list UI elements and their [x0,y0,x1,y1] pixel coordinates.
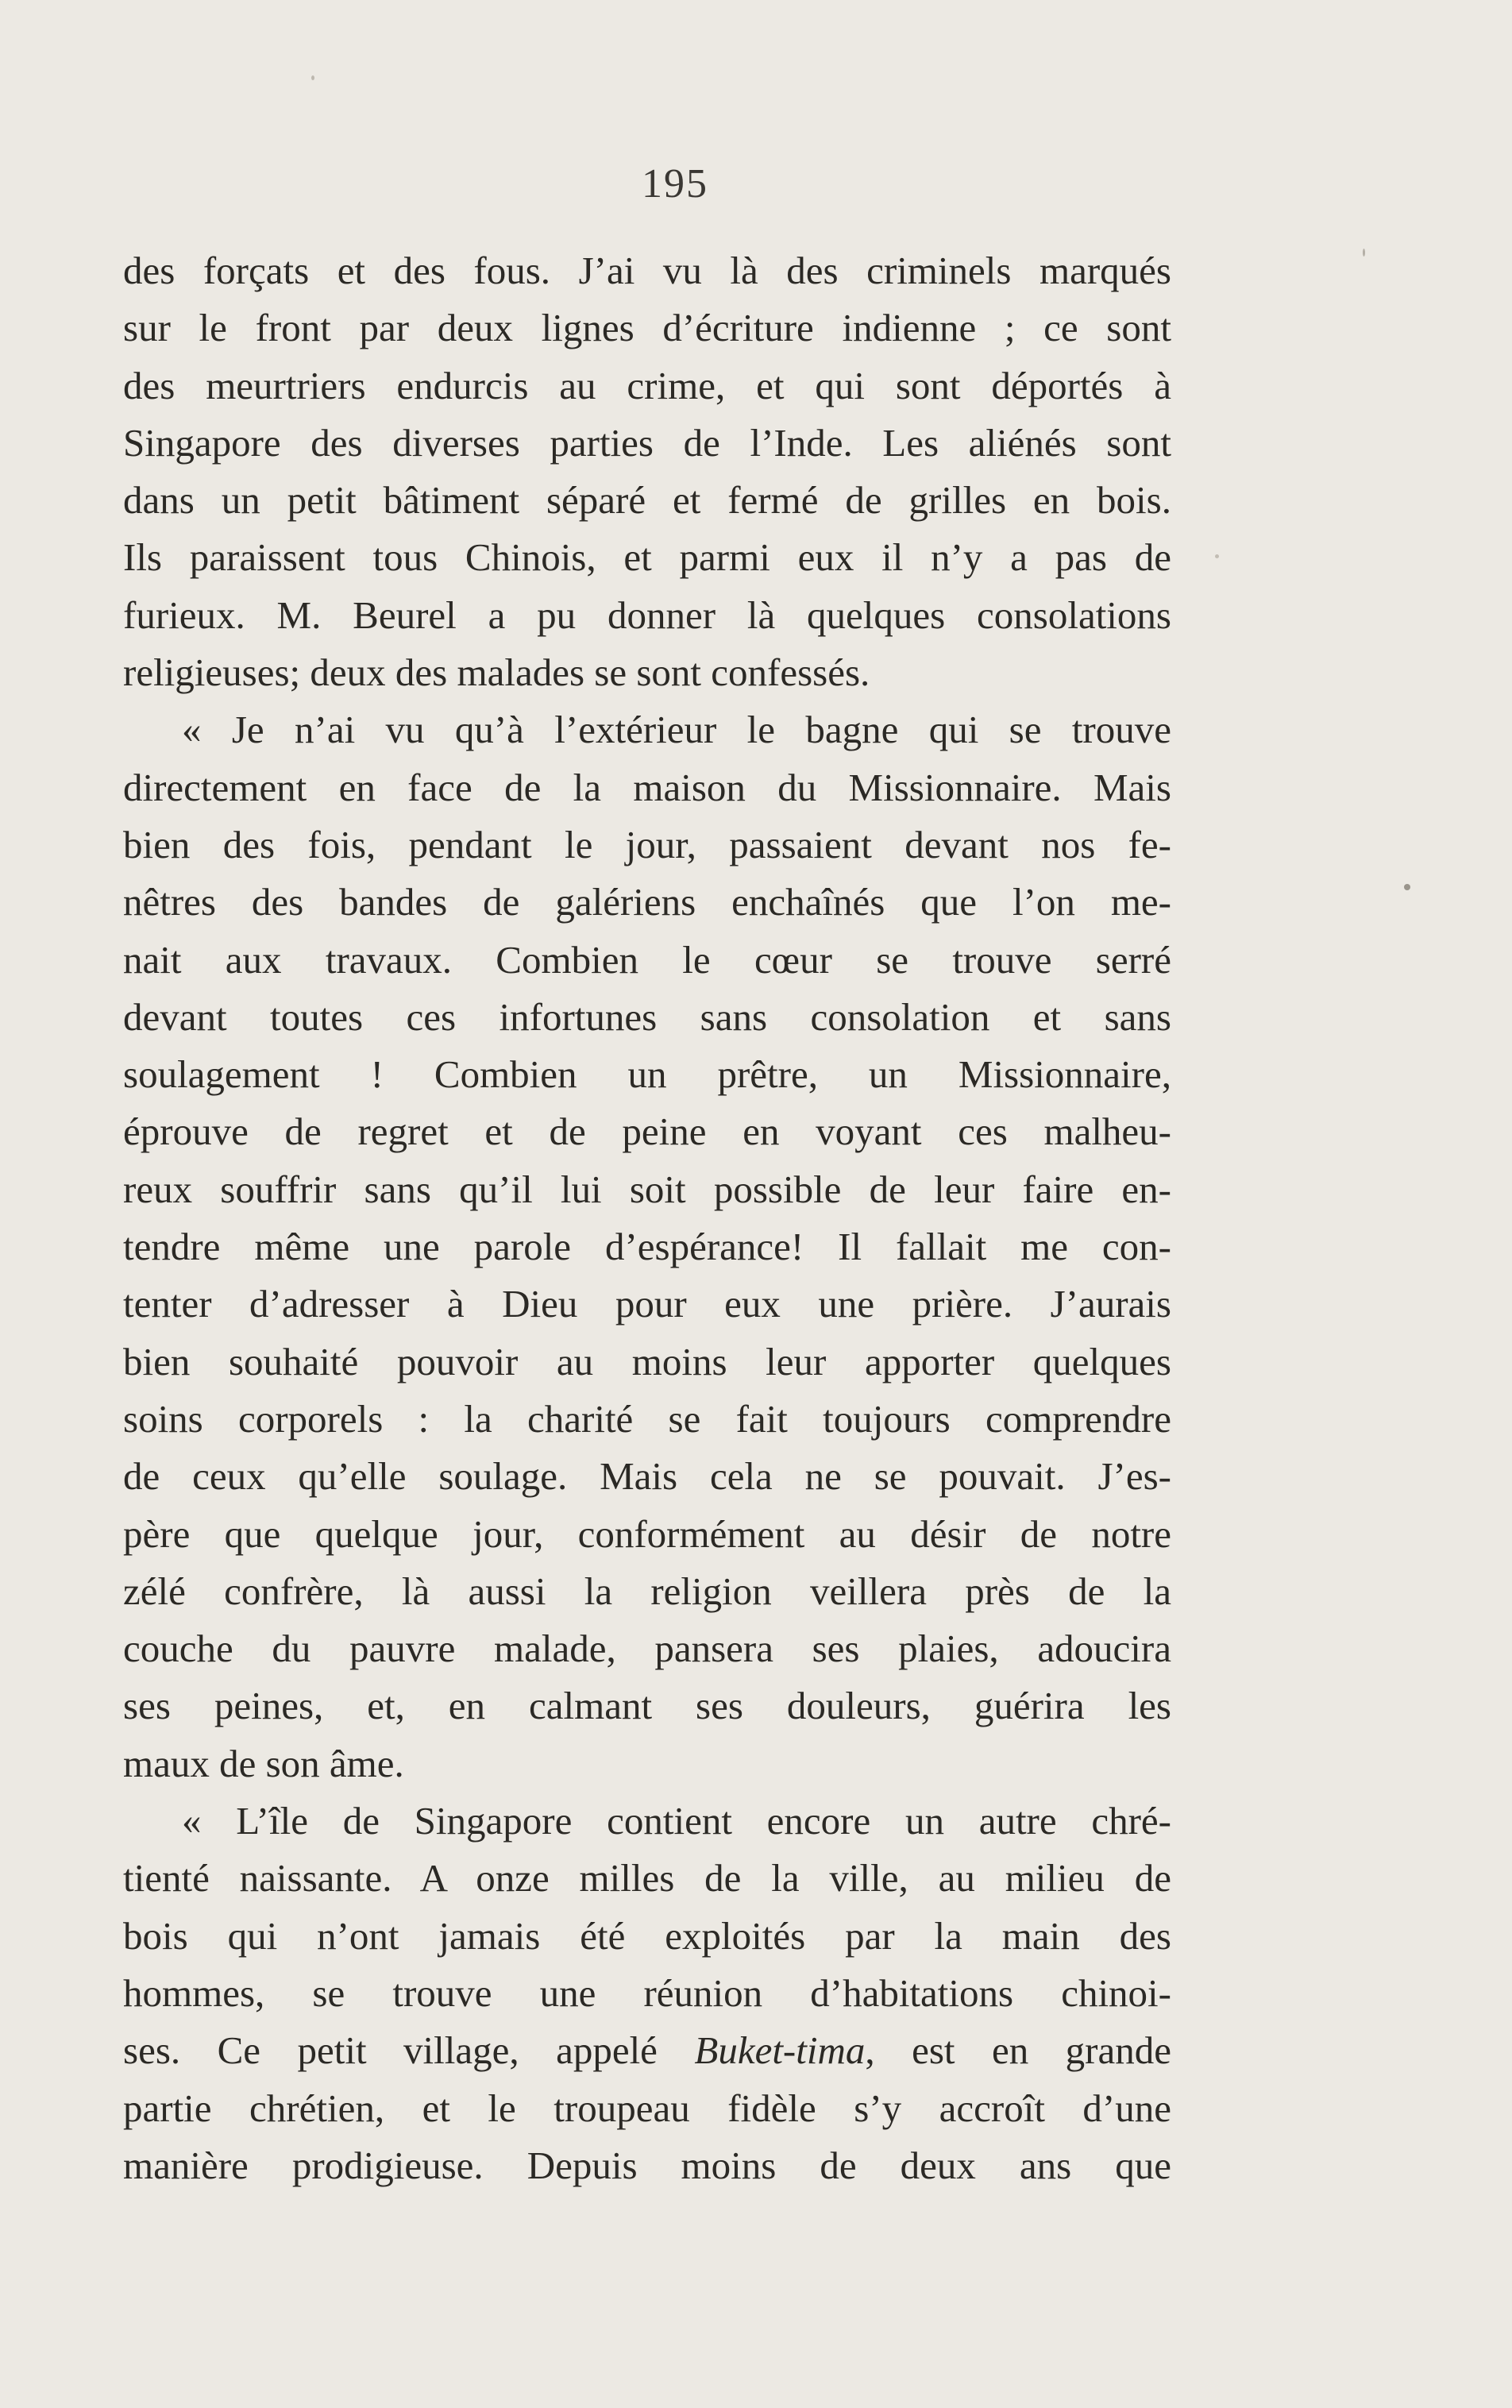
text-line: tenter d’adresser à Dieu pour eux une prière. J’aurais [123,1282,1171,1326]
text-line: hommes, se trouve une réunion d’habitations chinoi- [123,1970,1171,2015]
text-line: ses peines, et, en calmant ses douleurs, guérira les [123,1684,1171,1728]
paper-speck [1404,884,1410,890]
text-line: tendre même une parole d’espérance! Il fallait me con- [123,1225,1171,1269]
text-line: tienté naissante. A onze milles de la ville, au milieu de [123,1856,1171,1901]
text-line: soulagement ! Combien un prêtre, un Missionnaire, [123,1052,1171,1097]
page-number: 195 [642,161,708,206]
paper-speck [311,75,314,80]
text-line: nait aux travaux. Combien le cœur se trouve serré [123,937,1171,982]
body-text [123,242,1171,2194]
text-line: manière prodigieuse. Depuis moins de deux ans que [123,2143,1171,2187]
text-line: devant toutes ces infortunes sans consolation et sans [123,994,1171,1039]
text-line: « L’île de Singapore contient encore un autre chré- [182,1799,1171,1843]
text-line: reux souffrir sans qu’il lui soit possible de leur faire en- [123,1167,1171,1211]
text-line: dans un petit bâtiment séparé et fermé de grilles en bois. [123,478,1171,523]
text-line: bien des fois, pendant le jour, passaient devant nos fe- [123,822,1171,866]
text-line: sur le front par deux lignes d’écriture indienne ; ce sont [123,306,1171,350]
text-line: directement en face de la maison du Missionnaire. Mais [123,765,1171,809]
text-line: Singapore des diverses parties de l’Inde. Les aliénés sont [123,420,1171,465]
text-line: bien souhaité pouvoir au moins leur apporter quelques [123,1339,1171,1383]
text-line: de ceux qu’elle soulage. Mais cela ne se pouvait. J’es- [123,1454,1171,1499]
italic-place-name: Buket-tima [694,2028,866,2073]
text-line: furieux. M. Beurel a pu donner là quelques consolations [123,592,1171,637]
text-line: bois qui n’ont jamais été exploités par la main des [123,1913,1171,1958]
text-line: ses. Ce petit village, appelé Buket-tima, est en grande [123,2028,1171,2073]
text-line: « Je n’ai vu qu’à l’extérieur le bagne qui se trouve [182,708,1171,752]
paper-speck [1363,249,1365,257]
text-line: maux de son âme. [123,1741,404,1785]
text-line: zélé confrère, là aussi la religion veillera près de la [123,1569,1171,1613]
text-line: nêtres des bandes de galériens enchaînés que l’on me- [123,880,1171,924]
text-line: couche du pauvre malade, pansera ses plaies, adoucira [123,1627,1171,1671]
text-line: des forçats et des fous. J’ai vu là des criminels marqués [123,249,1171,292]
text-line: des meurtriers endurcis au crime, et qui sont déportés à [123,363,1171,407]
text-line: soins corporels : la charité se fait toujours comprendre [123,1396,1171,1441]
text-line: partie chrétien, et le troupeau fidèle s’y accroît d’une [123,2086,1171,2130]
text-line: Ils paraissent tous Chinois, et parmi eux il n’y a pas de [123,535,1171,580]
text-line: éprouve de regret et de peine en voyant ces malheu- [123,1109,1171,1154]
paper-speck [1215,554,1219,558]
text-line: père que quelque jour, conformément au désir de notre [123,1511,1171,1556]
text-line: religieuses; deux des malades se sont confessés. [123,650,870,695]
